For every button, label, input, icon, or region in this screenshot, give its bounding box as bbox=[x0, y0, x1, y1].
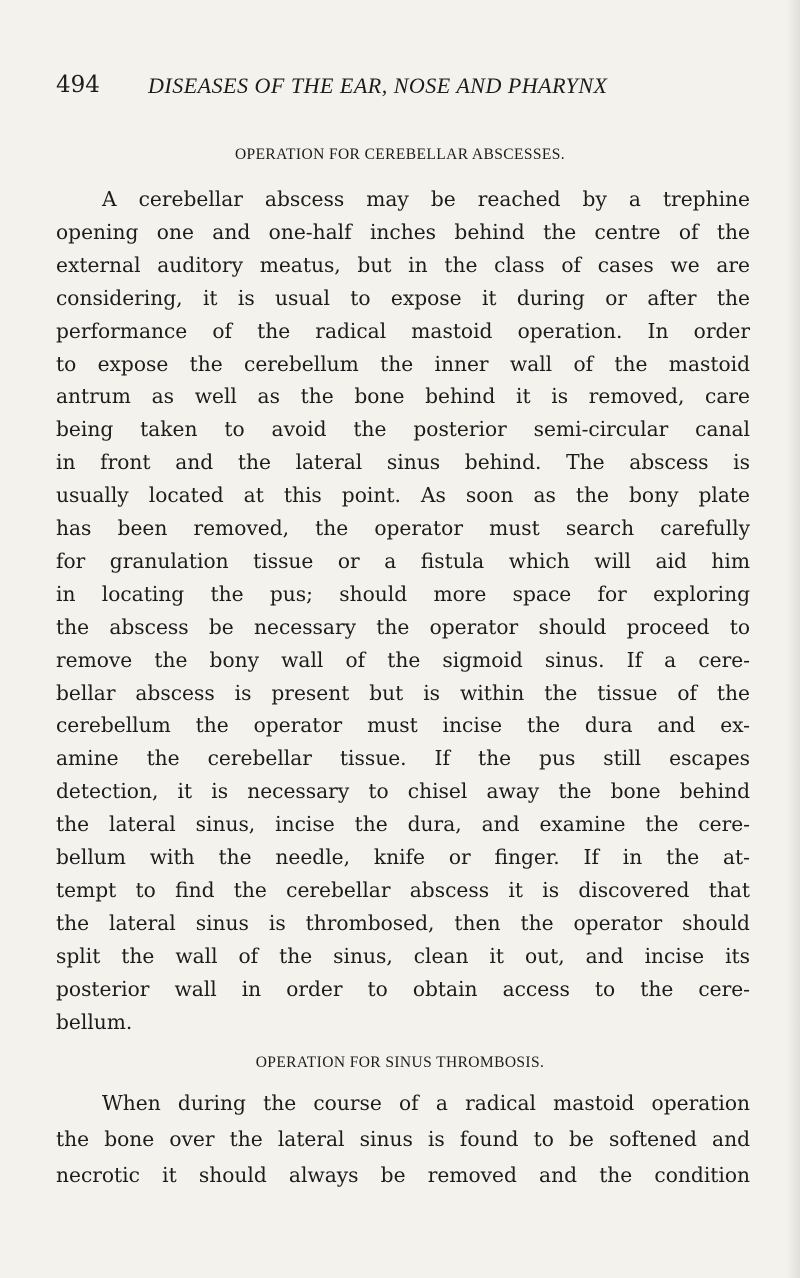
text-line: bellum with the needle, knife or finger. If in the at- bbox=[56, 845, 750, 869]
text-line: the bone over the lateral sinus is found to be softened and bbox=[56, 1127, 750, 1151]
text-line: has been removed, the operator must search carefully bbox=[56, 516, 750, 540]
text-line: cerebellum the operator must incise the dura and ex- bbox=[56, 713, 750, 737]
text-line: bellum. bbox=[56, 1010, 133, 1034]
text-line: the abscess be necessary the operator should proceed to bbox=[56, 615, 750, 639]
text-line: being taken to avoid the posterior semi-circular canal bbox=[56, 417, 750, 441]
page-number: 494 bbox=[56, 72, 100, 98]
text-line: in front and the lateral sinus behind. The abscess is bbox=[56, 450, 750, 474]
text-line: performance of the radical mastoid operation. In order bbox=[56, 319, 750, 343]
text-line: external auditory meatus, but in the class of cases we are bbox=[56, 253, 750, 277]
text-line: usually located at this point. As soon as the bony plate bbox=[56, 483, 750, 507]
text-line: amine the cerebellar tissue. If the pus still escapes bbox=[56, 746, 750, 770]
text-line: bellar abscess is present but is within the tissue of the bbox=[56, 681, 750, 705]
text-line: A cerebellar abscess may be reached by a trephine bbox=[102, 187, 750, 211]
text-line: posterior wall in order to obtain access to the cere- bbox=[56, 977, 750, 1001]
text-line: opening one and one-half inches behind the centre of the bbox=[56, 220, 750, 244]
text-line: remove the bony wall of the sigmoid sinus. If a cere- bbox=[56, 648, 750, 672]
text-line: antrum as well as the bone behind it is removed, care bbox=[56, 384, 750, 408]
text-line: the lateral sinus is thrombosed, then the operator should bbox=[56, 911, 750, 935]
text-line: for granulation tissue or a fistula which will aid him bbox=[56, 549, 750, 573]
text-line: tempt to find the cerebellar abscess it is discovered that bbox=[56, 878, 750, 902]
text-line: When during the course of a radical mastoid operation bbox=[102, 1091, 750, 1115]
text-line: split the wall of the sinus, clean it out, and incise its bbox=[56, 944, 750, 968]
text-line: detection, it is necessary to chisel away the bone behind bbox=[56, 779, 750, 803]
running-head bbox=[56, 72, 756, 106]
section-heading-sinus-thrombosis: OPERATION FOR SINUS THROMBOSIS. bbox=[255, 1054, 545, 1071]
page-edge-shadow bbox=[786, 0, 800, 1278]
text-line: necrotic it should always be removed and the condition bbox=[56, 1163, 750, 1187]
section-heading-cerebellar-abscesses: OPERATION FOR CEREBELLAR ABSCESSES. bbox=[234, 146, 566, 163]
text-line: to expose the cerebellum the inner wall of the mastoid bbox=[56, 352, 750, 376]
text-line: the lateral sinus, incise the dura, and examine the cere- bbox=[56, 812, 750, 836]
running-title: DISEASES OF THE EAR, NOSE AND PHARYNX bbox=[148, 73, 608, 98]
text-line: in locating the pus; should more space for exploring bbox=[56, 582, 750, 606]
text-line: considering, it is usual to expose it during or after the bbox=[56, 286, 750, 310]
